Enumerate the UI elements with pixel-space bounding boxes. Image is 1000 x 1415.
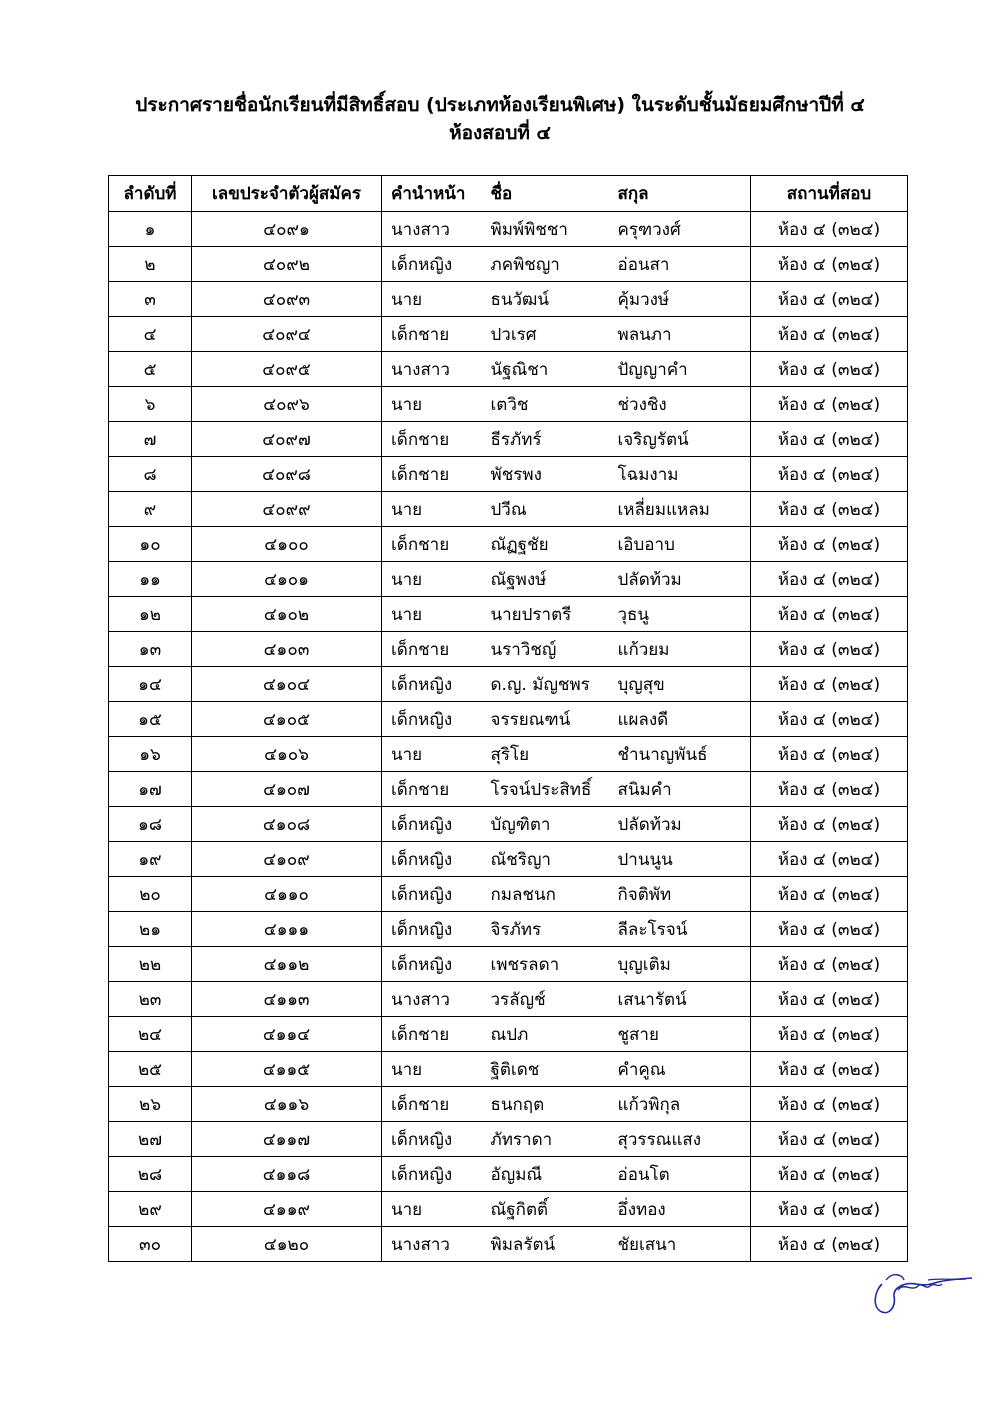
cell-seq: ๒๘ [109, 1157, 192, 1192]
cell-prefix: นาย [382, 1052, 482, 1087]
table-row [109, 492, 908, 527]
cell-prefix: เด็กหญิง [382, 912, 482, 947]
cell-prefix: เด็กชาย [382, 317, 482, 352]
cell-first-name: ปวีณ [482, 492, 609, 527]
header-prefix: คำนำหน้า [382, 176, 482, 212]
cell-prefix: เด็กหญิง [382, 1157, 482, 1192]
cell-exam-room: ห้อง ๔ (๓๒๔) [751, 387, 908, 422]
table-row [109, 527, 908, 562]
cell-first-name: ปวเรศ [482, 317, 609, 352]
cell-exam-room: ห้อง ๔ (๓๒๔) [751, 527, 908, 562]
cell-prefix: เด็กชาย [382, 1087, 482, 1122]
cell-last-name: อึ่งทอง [609, 1192, 751, 1227]
cell-last-name: คำคูณ [609, 1052, 751, 1087]
cell-first-name: พัชรพง [482, 457, 609, 492]
cell-prefix: นางสาว [382, 352, 482, 387]
cell-exam-room: ห้อง ๔ (๓๒๔) [751, 352, 908, 387]
signature-mark [868, 1262, 978, 1320]
page-title: ประกาศรายชื่อนักเรียนที่มีสิทธิ์สอบ (ประเภทห้องเรียนพิเศษ) ในระดับชั้นมัธยมศึกษาปีที่ ๔ [135, 94, 865, 116]
table-row [109, 702, 908, 737]
cell-first-name: ณัฐพงษ์ [482, 562, 609, 597]
header-seq: ลำดับที่ [109, 176, 192, 212]
cell-first-name: ณัฏฐชัย [482, 527, 609, 562]
table-row [109, 1192, 908, 1227]
cell-exam-room: ห้อง ๔ (๓๒๔) [751, 982, 908, 1017]
cell-prefix: เด็กหญิง [382, 842, 482, 877]
cell-first-name: นราวิชญ์ [482, 632, 609, 667]
table-row [109, 877, 908, 912]
cell-last-name: สุวรรณแสง [609, 1122, 751, 1157]
table-row [109, 912, 908, 947]
cell-exam-room: ห้อง ๔ (๓๒๔) [751, 1227, 908, 1262]
table-row [109, 737, 908, 772]
cell-last-name: ชำนาญพันธ์ [609, 737, 751, 772]
cell-exam-room: ห้อง ๔ (๓๒๔) [751, 1192, 908, 1227]
cell-first-name: ณปภ [482, 1017, 609, 1052]
cell-last-name: คุ้มวงษ์ [609, 282, 751, 317]
cell-app-number: ๔๑๑๒ [192, 947, 382, 982]
cell-seq: ๑๘ [109, 807, 192, 842]
cell-prefix: เด็กชาย [382, 527, 482, 562]
cell-prefix: นาย [382, 282, 482, 317]
cell-prefix: เด็กหญิง [382, 702, 482, 737]
cell-app-number: ๔๑๐๕ [192, 702, 382, 737]
cell-last-name: เสนารัตน์ [609, 982, 751, 1017]
cell-first-name: วรลัญช์ [482, 982, 609, 1017]
cell-app-number: ๔๑๑๓ [192, 982, 382, 1017]
table-row [109, 457, 908, 492]
cell-first-name: ณัชริญา [482, 842, 609, 877]
cell-prefix: เด็กหญิง [382, 667, 482, 702]
cell-seq: ๕ [109, 352, 192, 387]
cell-seq: ๒๙ [109, 1192, 192, 1227]
cell-app-number: ๔๑๐๑ [192, 562, 382, 597]
cell-seq: ๑๒ [109, 597, 192, 632]
cell-app-number: ๔๐๙๑ [192, 212, 382, 247]
cell-seq: ๑๐ [109, 527, 192, 562]
table-row [109, 1227, 908, 1262]
table-row [109, 772, 908, 807]
cell-prefix: นาย [382, 492, 482, 527]
cell-app-number: ๔๐๙๖ [192, 387, 382, 422]
cell-seq: ๘ [109, 457, 192, 492]
cell-exam-room: ห้อง ๔ (๓๒๔) [751, 562, 908, 597]
cell-seq: ๗ [109, 422, 192, 457]
cell-app-number: ๔๐๙๗ [192, 422, 382, 457]
cell-exam-room: ห้อง ๔ (๓๒๔) [751, 422, 908, 457]
cell-exam-room: ห้อง ๔ (๓๒๔) [751, 597, 908, 632]
cell-seq: ๒๗ [109, 1122, 192, 1157]
cell-exam-room: ห้อง ๔ (๓๒๔) [751, 1122, 908, 1157]
cell-seq: ๑๑ [109, 562, 192, 597]
cell-app-number: ๔๑๑๔ [192, 1017, 382, 1052]
cell-exam-room: ห้อง ๔ (๓๒๔) [751, 1017, 908, 1052]
cell-exam-room: ห้อง ๔ (๓๒๔) [751, 1087, 908, 1122]
cell-exam-room: ห้อง ๔ (๓๒๔) [751, 317, 908, 352]
cell-prefix: นาย [382, 562, 482, 597]
cell-seq: ๓๐ [109, 1227, 192, 1262]
table-row [109, 1122, 908, 1157]
table-row [109, 282, 908, 317]
cell-last-name: แก้วพิกุล [609, 1087, 751, 1122]
table-header-row [109, 176, 908, 212]
table-row [109, 947, 908, 982]
cell-first-name: เพชรลดา [482, 947, 609, 982]
cell-exam-room: ห้อง ๔ (๓๒๔) [751, 772, 908, 807]
table-row [109, 1052, 908, 1087]
cell-app-number: ๔๑๑๖ [192, 1087, 382, 1122]
cell-exam-room: ห้อง ๔ (๓๒๔) [751, 457, 908, 492]
cell-seq: ๑๕ [109, 702, 192, 737]
cell-first-name: จิรภัทร [482, 912, 609, 947]
cell-first-name: เตวิช [482, 387, 609, 422]
cell-last-name: ชูสาย [609, 1017, 751, 1052]
cell-last-name: กิจติพัท [609, 877, 751, 912]
cell-last-name: เอิบอาบ [609, 527, 751, 562]
cell-first-name: ธีรภัทร์ [482, 422, 609, 457]
cell-app-number: ๔๑๒๐ [192, 1227, 382, 1262]
cell-last-name: แผลงดี [609, 702, 751, 737]
cell-app-number: ๔๑๐๙ [192, 842, 382, 877]
cell-prefix: นาย [382, 387, 482, 422]
cell-seq: ๑๔ [109, 667, 192, 702]
table-row [109, 247, 908, 282]
cell-app-number: ๔๑๐๗ [192, 772, 382, 807]
cell-first-name: นายปราตรี [482, 597, 609, 632]
table-row [109, 317, 908, 352]
cell-prefix: เด็กชาย [382, 422, 482, 457]
cell-exam-room: ห้อง ๔ (๓๒๔) [751, 492, 908, 527]
cell-first-name: จรรยณฑน์ [482, 702, 609, 737]
cell-app-number: ๔๑๑๕ [192, 1052, 382, 1087]
page-subtitle: ห้องสอบที่ ๔ [449, 122, 551, 144]
table-row [109, 667, 908, 702]
cell-first-name: อัญมณี [482, 1157, 609, 1192]
cell-seq: ๒๔ [109, 1017, 192, 1052]
cell-app-number: ๔๑๑๑ [192, 912, 382, 947]
cell-prefix: เด็กหญิง [382, 1122, 482, 1157]
cell-first-name: กมลชนก [482, 877, 609, 912]
candidate-table [108, 175, 908, 1262]
cell-last-name: เหลี่ยมแหลม [609, 492, 751, 527]
cell-last-name: ปลัดท้วม [609, 807, 751, 842]
cell-first-name: สุริโย [482, 737, 609, 772]
cell-first-name: นัฐณิชา [482, 352, 609, 387]
cell-app-number: ๔๑๐๘ [192, 807, 382, 842]
cell-exam-room: ห้อง ๔ (๓๒๔) [751, 212, 908, 247]
cell-first-name: ธนวัฒน์ [482, 282, 609, 317]
cell-seq: ๔ [109, 317, 192, 352]
cell-exam-room: ห้อง ๔ (๓๒๔) [751, 667, 908, 702]
cell-app-number: ๔๐๙๙ [192, 492, 382, 527]
cell-seq: ๑๖ [109, 737, 192, 772]
table-row [109, 422, 908, 457]
cell-last-name: อ่อนสา [609, 247, 751, 282]
cell-seq: ๓ [109, 282, 192, 317]
cell-last-name: วุธนู [609, 597, 751, 632]
cell-seq: ๑๓ [109, 632, 192, 667]
cell-seq: ๙ [109, 492, 192, 527]
cell-last-name: อ่อนโต [609, 1157, 751, 1192]
cell-first-name: ฐิติเดช [482, 1052, 609, 1087]
cell-prefix: นาย [382, 1192, 482, 1227]
cell-seq: ๒๓ [109, 982, 192, 1017]
cell-first-name: ธนกฤต [482, 1087, 609, 1122]
cell-seq: ๒๒ [109, 947, 192, 982]
cell-exam-room: ห้อง ๔ (๓๒๔) [751, 247, 908, 282]
cell-exam-room: ห้อง ๔ (๓๒๔) [751, 947, 908, 982]
cell-prefix: เด็กชาย [382, 457, 482, 492]
cell-last-name: ช่วงชิง [609, 387, 751, 422]
header-app-number: เลขประจำตัวผู้สมัคร [192, 176, 382, 212]
table-row [109, 632, 908, 667]
cell-seq: ๒๖ [109, 1087, 192, 1122]
table-row [109, 352, 908, 387]
cell-seq: ๒๑ [109, 912, 192, 947]
cell-exam-room: ห้อง ๔ (๓๒๔) [751, 1052, 908, 1087]
table-row [109, 807, 908, 842]
cell-last-name: ครุฑวงศ์ [609, 212, 751, 247]
cell-first-name: ด.ญ. มัญชพร [482, 667, 609, 702]
table-row [109, 1157, 908, 1192]
header-first-name: ชื่อ [482, 176, 609, 212]
cell-last-name: ปัญญาคำ [609, 352, 751, 387]
cell-app-number: ๔๑๐๖ [192, 737, 382, 772]
cell-prefix: เด็กชาย [382, 1017, 482, 1052]
cell-last-name: เจริญรัตน์ [609, 422, 751, 457]
cell-prefix: เด็กชาย [382, 772, 482, 807]
cell-prefix: นางสาว [382, 212, 482, 247]
cell-last-name: ปลัดท้วม [609, 562, 751, 597]
cell-prefix: เด็กหญิง [382, 247, 482, 282]
cell-exam-room: ห้อง ๔ (๓๒๔) [751, 842, 908, 877]
cell-exam-room: ห้อง ๔ (๓๒๔) [751, 877, 908, 912]
cell-last-name: ลีละโรจน์ [609, 912, 751, 947]
cell-prefix: เด็กหญิง [382, 807, 482, 842]
cell-seq: ๑๙ [109, 842, 192, 877]
cell-app-number: ๔๑๐๔ [192, 667, 382, 702]
cell-prefix: นาย [382, 597, 482, 632]
cell-last-name: แก้วยม [609, 632, 751, 667]
cell-first-name: พิมพ์พิชชา [482, 212, 609, 247]
cell-first-name: พิมลรัตน์ [482, 1227, 609, 1262]
cell-last-name: โฉมงาม [609, 457, 751, 492]
cell-first-name: โรจน์ประสิทธิ์ [482, 772, 609, 807]
cell-exam-room: ห้อง ๔ (๓๒๔) [751, 1157, 908, 1192]
cell-exam-room: ห้อง ๔ (๓๒๔) [751, 702, 908, 737]
cell-seq: ๒๐ [109, 877, 192, 912]
cell-first-name: ภัทราดา [482, 1122, 609, 1157]
cell-last-name: ปานนูน [609, 842, 751, 877]
table-row [109, 562, 908, 597]
table-row [109, 1087, 908, 1122]
cell-exam-room: ห้อง ๔ (๓๒๔) [751, 807, 908, 842]
cell-prefix: นางสาว [382, 982, 482, 1017]
cell-seq: ๒๕ [109, 1052, 192, 1087]
table-row [109, 1017, 908, 1052]
table-row [109, 212, 908, 247]
cell-first-name: บัญฑิตา [482, 807, 609, 842]
cell-exam-room: ห้อง ๔ (๓๒๔) [751, 282, 908, 317]
cell-exam-room: ห้อง ๔ (๓๒๔) [751, 632, 908, 667]
header-exam-room: สถานที่สอบ [751, 176, 908, 212]
cell-first-name: ณัฐกิตติ์ [482, 1192, 609, 1227]
table-row [109, 387, 908, 422]
cell-last-name: พลนภา [609, 317, 751, 352]
cell-app-number: ๔๐๙๘ [192, 457, 382, 492]
cell-prefix: นาย [382, 737, 482, 772]
table-row [109, 597, 908, 632]
cell-app-number: ๔๑๐๓ [192, 632, 382, 667]
cell-seq: ๖ [109, 387, 192, 422]
cell-exam-room: ห้อง ๔ (๓๒๔) [751, 737, 908, 772]
cell-last-name: สนิมคำ [609, 772, 751, 807]
cell-last-name: บุญสุข [609, 667, 751, 702]
cell-app-number: ๔๑๑๙ [192, 1192, 382, 1227]
cell-seq: ๑๗ [109, 772, 192, 807]
cell-app-number: ๔๑๐๒ [192, 597, 382, 632]
cell-seq: ๑ [109, 212, 192, 247]
cell-prefix: นางสาว [382, 1227, 482, 1262]
cell-prefix: เด็กหญิง [382, 947, 482, 982]
cell-seq: ๒ [109, 247, 192, 282]
cell-last-name: ชัยเสนา [609, 1227, 751, 1262]
cell-app-number: ๔๐๙๓ [192, 282, 382, 317]
cell-prefix: เด็กชาย [382, 632, 482, 667]
cell-last-name: บุญเติม [609, 947, 751, 982]
cell-first-name: ภคพิชญา [482, 247, 609, 282]
cell-exam-room: ห้อง ๔ (๓๒๔) [751, 912, 908, 947]
table-row [109, 842, 908, 877]
cell-app-number: ๔๑๑๘ [192, 1157, 382, 1192]
cell-app-number: ๔๐๙๕ [192, 352, 382, 387]
table-row [109, 982, 908, 1017]
header-last-name: สกุล [609, 176, 751, 212]
cell-app-number: ๔๑๑๐ [192, 877, 382, 912]
cell-app-number: ๔๑๐๐ [192, 527, 382, 562]
cell-app-number: ๔๐๙๔ [192, 317, 382, 352]
cell-app-number: ๔๐๙๒ [192, 247, 382, 282]
cell-prefix: เด็กหญิง [382, 877, 482, 912]
cell-app-number: ๔๑๑๗ [192, 1122, 382, 1157]
